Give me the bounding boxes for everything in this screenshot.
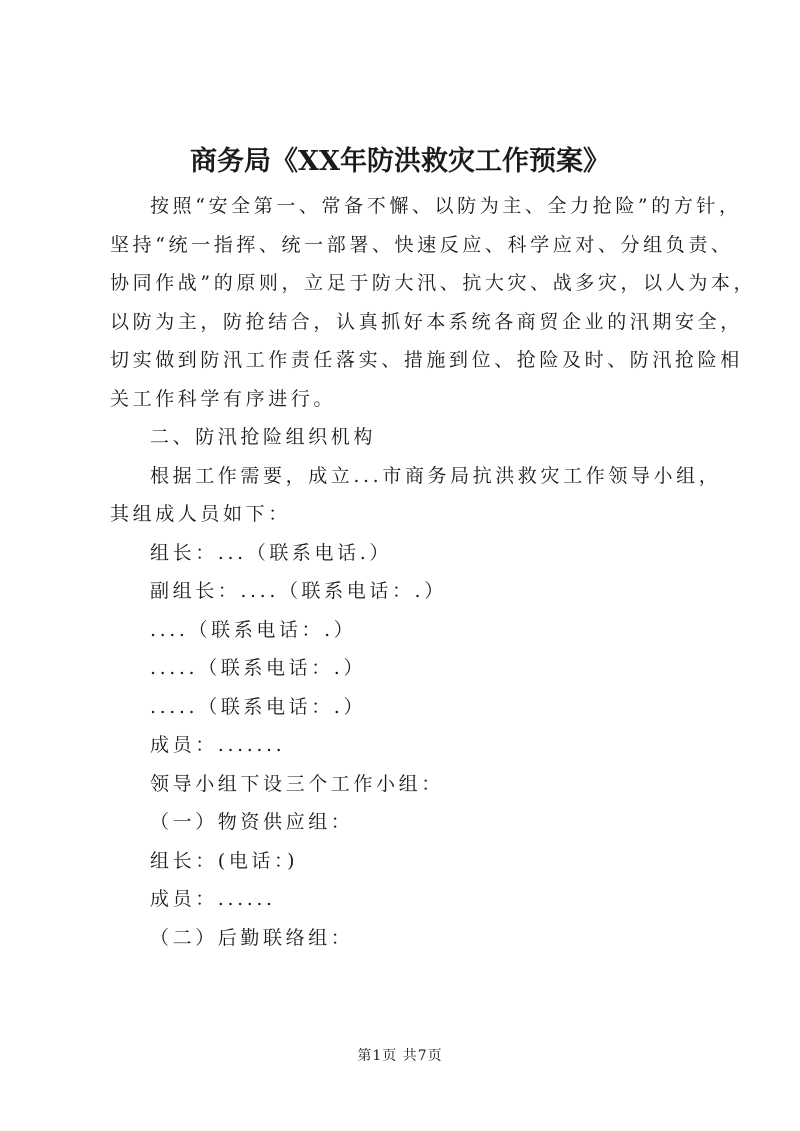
paragraph-line: 根据工作需要，成立...市商务局抗洪救灾工作领导小组， (150, 464, 722, 487)
member-line-members: 成员：....... (150, 734, 286, 756)
member-line-leader: 组长：...（联系电话.） (150, 541, 392, 564)
group1-members: 成员：...... (150, 888, 276, 910)
paragraph-line: 切实做到防汛工作责任落实、措施到位、抢险及时、防汛抢险相 (110, 349, 743, 371)
member-line: ....（联系电话：.） (150, 618, 357, 641)
group2-heading: （二）后勤联络组： (150, 926, 354, 949)
group1-heading: （一）物资供应组： (150, 811, 354, 833)
paragraph-line: 协同作战”的原则，立足于防大汛、抗大灾、战多灾，以人为本， (110, 272, 757, 294)
paragraph-line: 其组成人员如下： (110, 503, 291, 525)
subgroups-intro: 领导小组下设三个工作小组： (150, 772, 444, 795)
member-line: .....（联系电话：.） (150, 657, 367, 679)
member-line: .....（联系电话：.） (150, 695, 367, 718)
paragraph-line: 以防为主，防抢结合，认真抓好本系统各商贸企业的汛期安全， (110, 310, 743, 333)
paragraph-line: 关工作科学有序进行。 (110, 387, 337, 410)
document-title: 商务局《XX年防洪救灾工作预案》 (190, 146, 610, 177)
paragraph-line: 坚持“统一指挥、统一部署、快速反应、科学应对、分组负责、 (110, 233, 734, 256)
group1-leader: 组长：(电话：) (150, 849, 299, 872)
document-body (110, 187, 757, 957)
member-line-deputy: 副组长：....（联系电话：.） (150, 580, 447, 602)
paragraph-line: 按照“安全第一、常备不懈、以防为主、全力抢险”的方针， (150, 195, 742, 217)
paragraph-principles (110, 187, 757, 418)
page-footer: 第1页 共7页 (357, 1048, 443, 1064)
paragraph-organization (110, 457, 722, 534)
section-heading-organization: 二、防汛抢险组织机构 (150, 426, 377, 448)
